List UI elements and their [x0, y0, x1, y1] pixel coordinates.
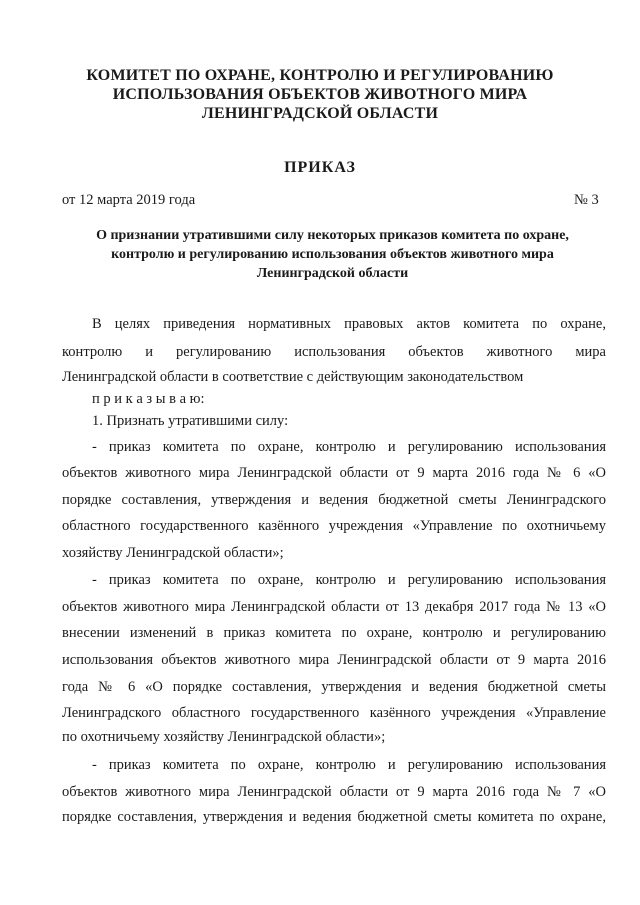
document-subject: [60, 226, 605, 283]
subject-line: контролю и регулированию использования объектов животного мира: [111, 247, 554, 262]
body-line: Ленинградского областного государственного казённого учреждения «Управление: [62, 705, 606, 721]
org-line: КОМИТЕТ ПО ОХРАНЕ, КОНТРОЛЮ И РЕГУЛИРОВАНИЮ: [86, 67, 554, 84]
document-date: от 12 марта 2019 года: [62, 192, 196, 208]
body-line: года № 6 «О порядке составления, утверждения и ведения бюджетной сметы: [62, 679, 606, 695]
document-number: № 3: [574, 192, 599, 208]
body-line: контролю и регулированию использования объектов животного мира: [62, 344, 606, 360]
body-line: внесении изменений в приказ комитета по охране, контролю и регулированию: [62, 625, 606, 641]
issuing-organization: [60, 66, 580, 123]
body-line: - приказ комитета по охране, контролю и регулированию использования: [92, 757, 606, 773]
body-line: порядке составления, утверждения и ведения бюджетной сметы Ленинградского: [62, 492, 606, 508]
body-line: объектов животного мира Ленинградской области от 13 декабря 2017 года № 13 «О: [62, 599, 606, 615]
body-line: использования объектов животного мира Ленинградской области от 9 марта 2016: [62, 652, 606, 668]
org-line: ЛЕНИНГРАДСКОЙ ОБЛАСТИ: [201, 105, 439, 122]
subject-line: О признании утратившими силу некоторых приказов комитета по охране,: [96, 228, 569, 243]
org-line: ИСПОЛЬЗОВАНИЯ ОБЪЕКТОВ ЖИВОТНОГО МИРА: [112, 86, 528, 103]
subject-line: Ленинградской области: [256, 266, 409, 281]
body-line: В целях приведения нормативных правовых актов комитета по охране,: [92, 316, 606, 332]
document-type: ПРИКАЗ: [284, 159, 356, 176]
body-line: объектов животного мира Ленинградской области от 9 марта 2016 года № 7 «О: [62, 784, 606, 800]
body-line: хозяйству Ленинградской области»;: [62, 545, 284, 561]
body-line: - приказ комитета по охране, контролю и регулированию использования: [92, 439, 606, 455]
body-line: объектов животного мира Ленинградской области от 9 марта 2016 года № 6 «О: [62, 465, 606, 481]
body-line: по охотничьему хозяйству Ленинградской области»;: [62, 729, 386, 745]
body-line: п р и к а з ы в а ю:: [92, 391, 205, 407]
list-item-number: 1. Признать утратившими силу:: [92, 413, 289, 429]
body-line: порядке составления, утверждения и ведения бюджетной сметы комитета по охране,: [62, 809, 606, 825]
body-line: областного государственного казённого учреждения «Управление по охотничьему: [62, 518, 606, 534]
body-line: Ленинградской области в соответствие с действующим законодательством: [62, 369, 524, 385]
body-line: - приказ комитета по охране, контролю и регулированию использования: [92, 572, 606, 588]
